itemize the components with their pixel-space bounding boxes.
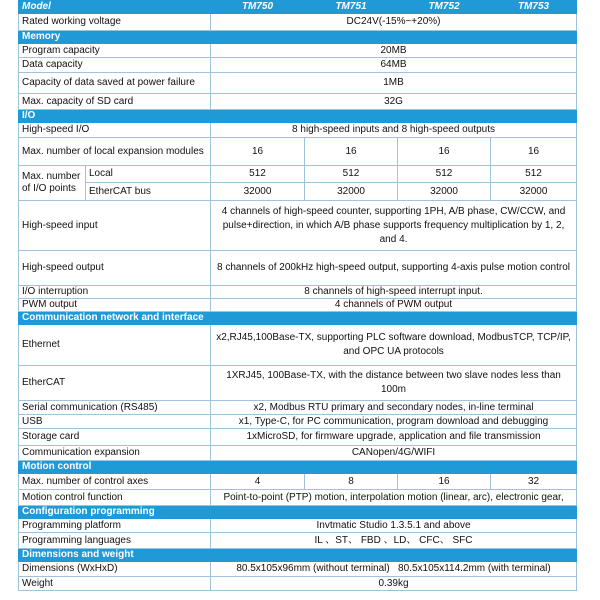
sd-card-value: 32G (211, 94, 577, 110)
axes-tm750: 4 (211, 474, 305, 490)
axes-tm751: 8 (305, 474, 398, 490)
io-points-ethercat-tm753: 32000 (491, 183, 577, 201)
hs-input-row (19, 201, 577, 251)
languages-label: Programming languages (19, 533, 211, 549)
spec-table (18, 0, 577, 591)
usb-row (19, 415, 577, 429)
io-points-ethercat-tm751: 32000 (305, 183, 398, 201)
hs-io-row (19, 123, 577, 138)
weight-row (19, 577, 577, 591)
section-communication (19, 312, 577, 325)
io-points-local-tm752: 512 (398, 166, 491, 183)
io-points-local-tm753: 512 (491, 166, 577, 183)
comm-expansion-row (19, 446, 577, 461)
weight-value: 0.39kg (211, 577, 577, 591)
section-title: Motion control (19, 461, 577, 474)
ethercat-value: 1XRJ45, 100Base-TX, with the distance between two slave nodes less than 100m (211, 366, 577, 401)
platform-value: Invtmatic Studio 1.3.5.1 and above (211, 519, 577, 533)
hs-input-value: 4 channels of high-speed counter, supporting 1PH, A/B phase, CW/CCW, and pulse+direction, in which A/B phase supports frequency multiplication by 1, 2, and 4. (211, 201, 577, 251)
sd-card-row (19, 94, 577, 110)
sd-card-label: Max. capacity of SD card (19, 94, 211, 110)
storage-card-row (19, 429, 577, 446)
section-title: I/O (19, 110, 577, 123)
local-expansion-tm753: 16 (491, 138, 577, 166)
model-tm752: TM752 (398, 1, 491, 14)
pwm-row (19, 299, 577, 312)
model-label: Model (19, 1, 211, 14)
ethernet-row (19, 325, 577, 366)
section-dimensions (19, 549, 577, 562)
local-expansion-row (19, 138, 577, 166)
io-points-ethercat-tm752: 32000 (398, 183, 491, 201)
program-capacity-row (19, 44, 577, 58)
ethernet-value: x2,RJ45,100Base-TX, supporting PLC software download, ModbusTCP, TCP/IP, and OPC UA protocols (211, 325, 577, 366)
axes-tm753: 32 (491, 474, 577, 490)
dimensions-label: Dimensions (WxHxD) (19, 562, 211, 577)
model-tm753: TM753 (491, 1, 577, 14)
ethernet-label: Ethernet (19, 325, 211, 366)
section-title: Communication network and interface (19, 312, 577, 325)
hs-output-value: 8 channels of 200kHz high-speed output, supporting 4-axis pulse motion control (211, 251, 577, 286)
usb-label: USB (19, 415, 211, 429)
storage-card-label: Storage card (19, 429, 211, 446)
motion-function-value: Point-to-point (PTP) motion, interpolation motion (linear, arc), electronic gear, (211, 490, 577, 506)
model-header-row (19, 1, 577, 14)
data-capacity-row (19, 58, 577, 73)
axes-tm752: 16 (398, 474, 491, 490)
power-failure-row (19, 73, 577, 94)
io-points-local-row (19, 166, 577, 183)
io-points-ethercat-row (19, 183, 577, 201)
motion-function-label: Motion control function (19, 490, 211, 506)
rated-voltage-value: DC24V(-15%~+20%) (211, 14, 577, 31)
section-title: Dimensions and weight (19, 549, 577, 562)
languages-row (19, 533, 577, 549)
io-points-ethercat-tm750: 32000 (211, 183, 305, 201)
local-expansion-tm751: 16 (305, 138, 398, 166)
pwm-value: 4 channels of PWM output (211, 299, 577, 312)
comm-expansion-value: CANopen/4G/WIFI (211, 446, 577, 461)
local-expansion-label: Max. number of local expansion modules (19, 138, 211, 166)
data-capacity-label: Data capacity (19, 58, 211, 73)
power-failure-label: Capacity of data saved at power failure (19, 73, 211, 94)
section-title: Configuration programming (19, 506, 577, 519)
io-points-local-tm750: 512 (211, 166, 305, 183)
motion-function-row (19, 490, 577, 506)
ethercat-label: EtherCAT (19, 366, 211, 401)
io-interruption-row (19, 286, 577, 299)
section-title: Memory (19, 31, 577, 44)
program-capacity-value: 20MB (211, 44, 577, 58)
pwm-label: PWM output (19, 299, 211, 312)
hs-output-row (19, 251, 577, 286)
local-expansion-tm750: 16 (211, 138, 305, 166)
platform-label: Programming platform (19, 519, 211, 533)
ethercat-row (19, 366, 577, 401)
io-points-label: Max. number of I/O points (19, 166, 86, 201)
dimensions-row (19, 562, 577, 577)
section-config (19, 506, 577, 519)
comm-expansion-label: Communication expansion (19, 446, 211, 461)
serial-row (19, 401, 577, 415)
hs-io-value: 8 high-speed inputs and 8 high-speed outputs (211, 123, 577, 138)
data-capacity-value: 64MB (211, 58, 577, 73)
dimensions-value: 80.5x105x96mm (without terminal) 80.5x105x114.2mm (with terminal) (211, 562, 577, 577)
model-tm750: TM750 (211, 1, 305, 14)
io-points-local-tm751: 512 (305, 166, 398, 183)
io-points-local-label: Local (86, 166, 211, 183)
section-memory (19, 31, 577, 44)
section-io (19, 110, 577, 123)
program-capacity-label: Program capacity (19, 44, 211, 58)
hs-io-label: High-speed I/O (19, 123, 211, 138)
languages-value: IL 、ST、 FBD 、LD、 CFC、 SFC (211, 533, 577, 549)
io-interruption-value: 8 channels of high-speed interrupt input. (211, 286, 577, 299)
serial-value: x2, Modbus RTU primary and secondary nodes, in-line terminal (211, 401, 577, 415)
weight-label: Weight (19, 577, 211, 591)
serial-label: Serial communication (RS485) (19, 401, 211, 415)
hs-input-label: High-speed input (19, 201, 211, 251)
section-motion (19, 461, 577, 474)
storage-card-value: 1xMicroSD, for firmware upgrade, application and file transmission (211, 429, 577, 446)
platform-row (19, 519, 577, 533)
io-points-ethercat-label: EtherCAT bus (86, 183, 211, 201)
axes-label: Max. number of control axes (19, 474, 211, 490)
usb-value: x1, Type-C, for PC communication, program download and debugging (211, 415, 577, 429)
hs-output-label: High-speed output (19, 251, 211, 286)
rated-voltage-label: Rated working voltage (19, 14, 211, 31)
io-interruption-label: I/O interruption (19, 286, 211, 299)
power-failure-value: 1MB (211, 73, 577, 94)
axes-row (19, 474, 577, 490)
local-expansion-tm752: 16 (398, 138, 491, 166)
rated-voltage-row (19, 14, 577, 31)
model-tm751: TM751 (305, 1, 398, 14)
